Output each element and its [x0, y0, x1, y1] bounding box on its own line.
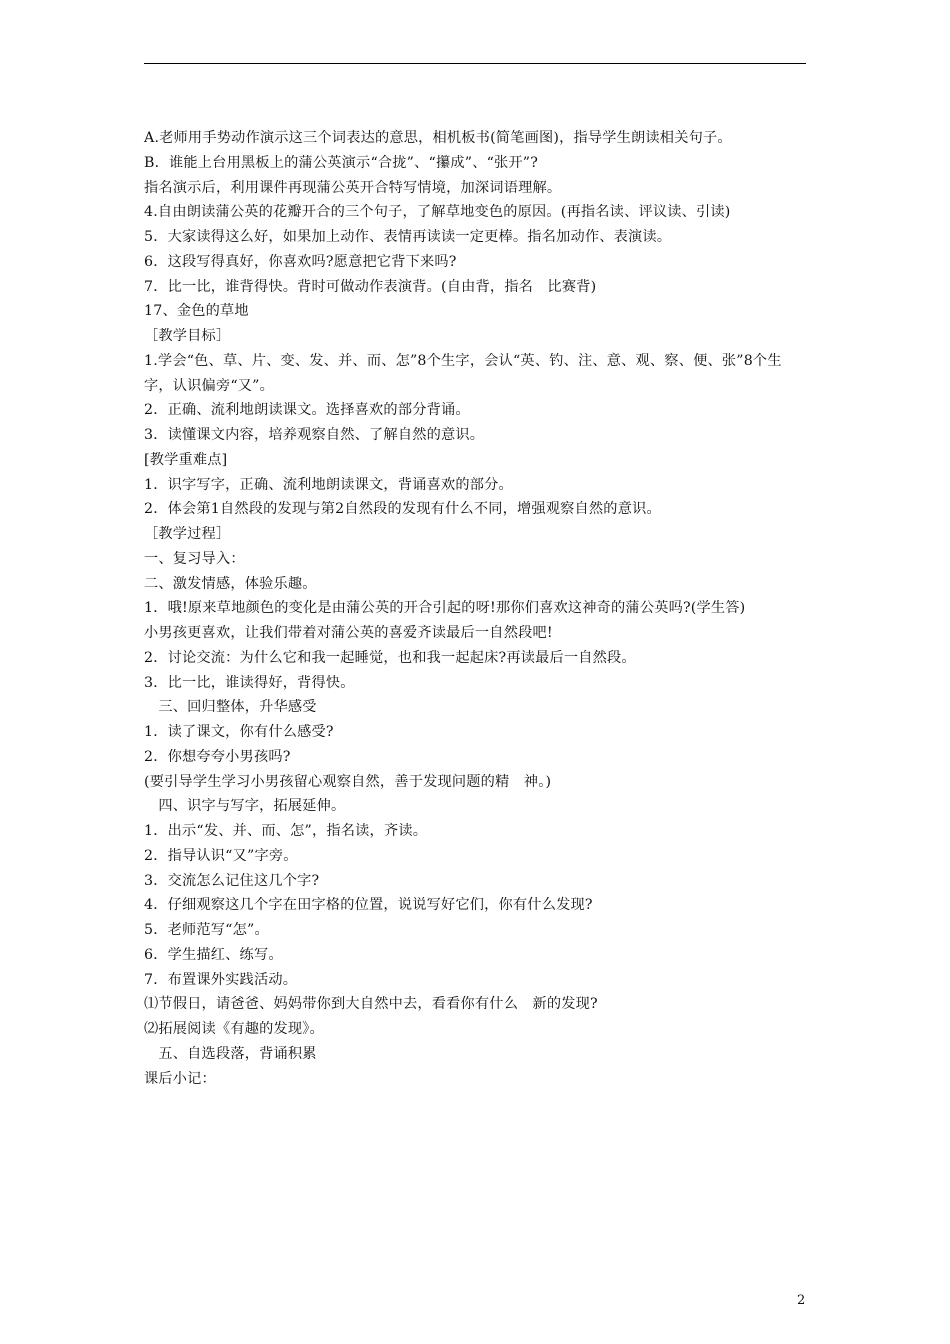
text-line: 4.自由朗读蒲公英的花瓣开合的三个句子，了解草地变色的原因。(再指名读、评议读、引读) [144, 204, 731, 221]
page-number: 2 [797, 1293, 806, 1308]
text-line: B．谁能上台用黑板上的蒲公英演示“合拢”、“攥成”、“张开”? [144, 154, 539, 171]
text-line: (要引导学生学习小男孩留心观察自然，善于发现问题的精 神。) [144, 773, 552, 790]
text-line: 2．你想夸夸小男孩吗? [144, 748, 291, 765]
document-body [144, 126, 824, 1091]
section-heading: ［教学过程］ [144, 526, 231, 542]
lesson-title: 17、金色的草地 [144, 303, 249, 320]
text-line: 3．交流怎么记住这几个字? [144, 872, 320, 889]
text-line: A.老师用手势动作演示这三个词表达的意思，相机板书(简笔画图)，指导学生朗读相关句子。 [144, 130, 732, 146]
text-line: 6．学生描红、练写。 [144, 946, 283, 963]
section-heading: [教学重难点] [144, 451, 228, 468]
text-line: 1.学会“色、草、片、变、发、并、而、怎”8个生字，会认“英、钓、注、意、观、察、便、张”8个生字，认识偏旁“又”。 [144, 352, 782, 394]
text-line: 5．老师范写“怎”。 [144, 922, 269, 938]
text-line: 1．哦!原来草地颜色的变化是由蒲公英的开合引起的呀!那你们喜欢这神奇的蒲公英吗?(学生答) [144, 600, 746, 617]
text-line: 小男孩更喜欢，让我们带着对蒲公英的喜爱齐读最后一自然段吧! [144, 625, 553, 641]
text-line: 3．比一比，谁读得好，背得快。 [144, 674, 355, 691]
text-line: 五、自选段落，背诵积累 [144, 1045, 317, 1062]
text-line: ⑵拓展阅读《有趣的发现》。 [144, 1021, 324, 1037]
text-line: 1．识字写字，正确、流利地朗读课文，背诵喜欢的部分。 [144, 476, 513, 493]
text-line: 2．体会第1自然段的发现与第2自然段的发现有什么不同，增强观察自然的意识。 [144, 501, 661, 518]
text-line: 三、回归整体，升华感受 [144, 699, 317, 716]
text-line: 7．比一比，谁背得快。背时可做动作表演背。(自由背，指名 比赛背) [144, 278, 597, 295]
text-line: 7．布置课外实践活动。 [144, 971, 298, 988]
text-line: 1．出示“发、并、而、怎”，指名读，齐读。 [144, 823, 428, 839]
text-line: 2．讨论交流：为什么它和我一起睡觉，也和我一起起床?再读最后一自然段。 [144, 649, 636, 666]
text-line: 2．正确、流利地朗读课文。选择喜欢的部分背诵。 [144, 402, 470, 419]
text-line: 课后小记： [144, 1070, 216, 1087]
text-line: 一、复习导入： [144, 550, 245, 567]
section-heading: ［教学目标］ [144, 328, 231, 344]
text-line: 四、识字与写字，拓展延伸。 [144, 798, 346, 815]
text-line: 4．仔细观察这几个字在田字格的位置，说说写好它们，你有什么发现? [144, 897, 593, 914]
text-line: 指名演示后，利用课件再现蒲公英开合特写情境，加深词语理解。 [144, 179, 562, 196]
text-line: 5．大家读得这么好，如果加上动作、表情再读读一定更棒。指名加动作、表演读。 [144, 229, 672, 245]
text-line: 6．这段写得真好，你喜欢吗?愿意把它背下来吗? [144, 253, 457, 270]
header-rule [144, 63, 806, 64]
text-line: 3．读懂课文内容，培养观察自然、了解自然的意识。 [144, 427, 485, 443]
text-line: 二、激发情感，体验乐趣。 [144, 575, 317, 592]
text-line: 2．指导认识“又”字旁。 [144, 847, 298, 864]
text-line: ⑴节假日，请爸爸、妈妈带你到大自然中去，看看你有什么 新的发现? [144, 996, 598, 1013]
text-line: 1．读了课文，你有什么感受? [144, 724, 334, 740]
